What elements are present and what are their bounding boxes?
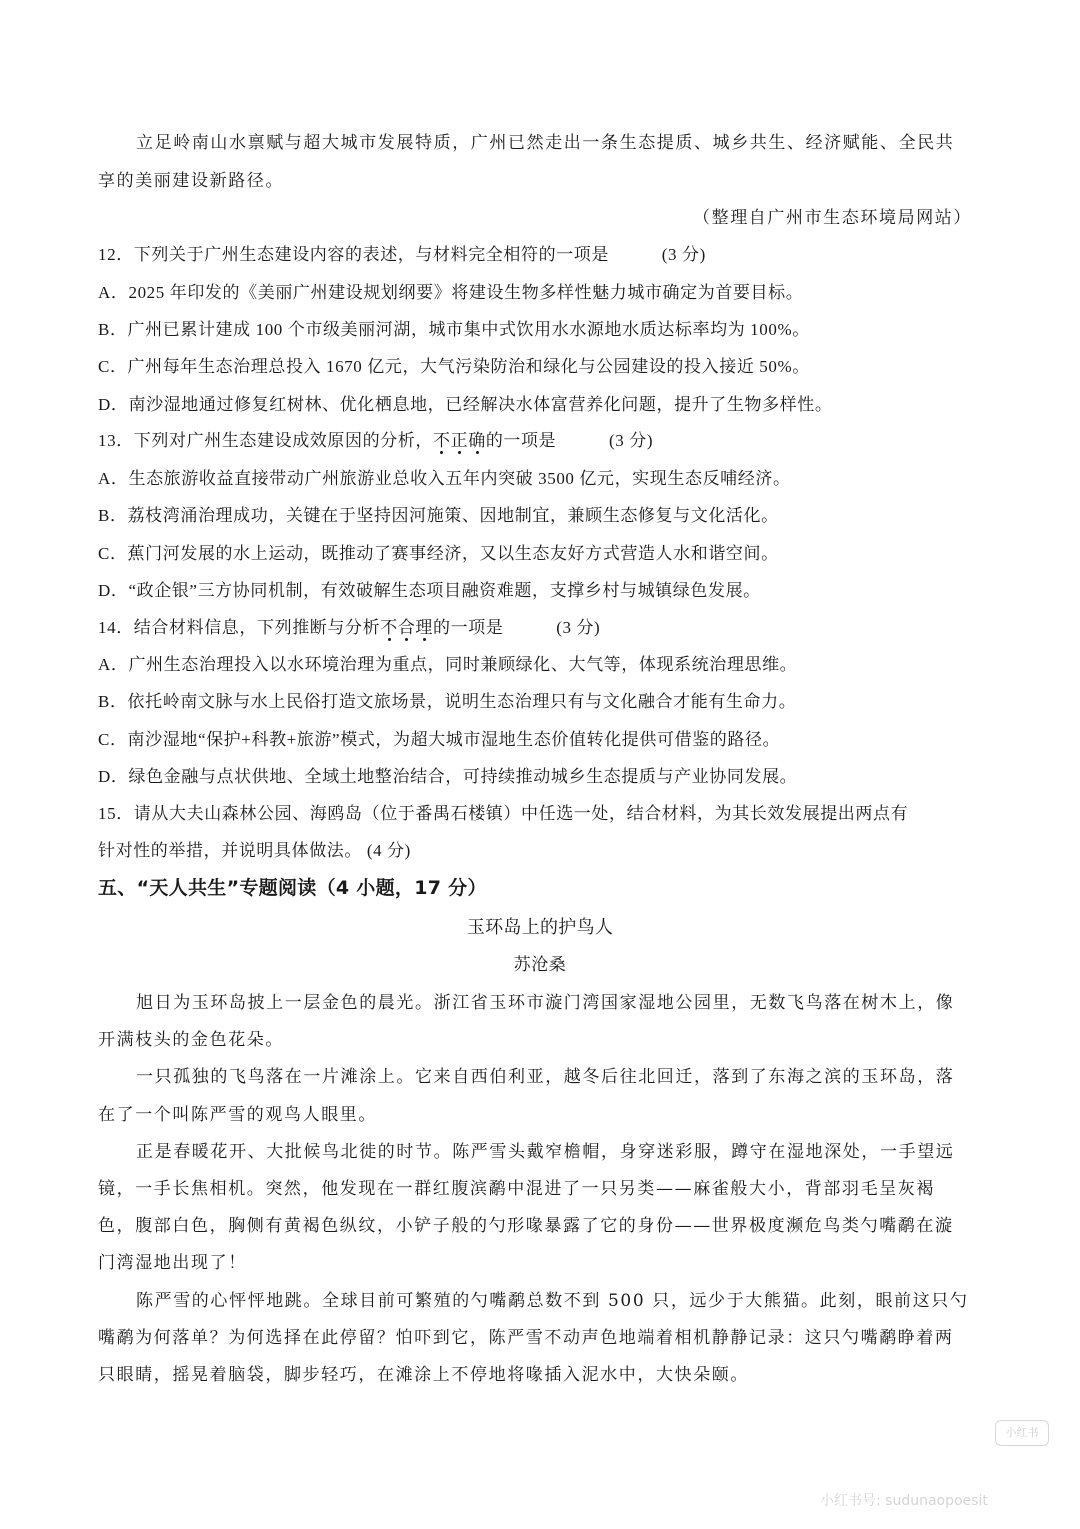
question-14-option-b: B．依托岭南文脉与水上民俗打造文旅场景，说明生态治理只有与文化融合才能有生命力。 [98,692,797,711]
question-13-emphasis-char: 不 [433,431,451,450]
question-14-emphasis-char: 合 [397,618,416,637]
section-5-heading: 五、“天人共生”专题阅读（4 小题，17 分） [98,877,487,899]
question-14-option-d: D．绿色金融与点状供地、全域土地整治结合，可持续推动城乡生态提质与产业协同发展。 [98,767,798,786]
question-14-stem [98,616,983,640]
question-13-emphasis-char: 确 [468,431,486,450]
question-13-option-b: B．荔枝湾涌治理成功，关键在于坚持因河施策、因地制宜，兼顾生态修复与文化活化。 [98,506,779,525]
question-13-option-a: A．生态旅游收益直接带动广州旅游业总收入五年内突破 3500 亿元，实现生态反哺经济。 [98,469,791,488]
question-13-emphasis-char: 正 [450,431,469,450]
article-line-3: 一只孤独的飞鸟落在一片滩涂上。它来自西伯利亚，越冬后往北回迁，落到了东海之滨的玉环岛，落 [136,1067,955,1087]
question-14-emphasis [380,618,433,637]
article-line-10: 嘴鹬为何落单？为何选择在此停留？怕吓到它，陈严雪不动声色地端着相机静静记录：这只勺嘴鹬睁着两 [98,1328,954,1348]
question-14-option-a: A．广州生态治理投入以水环境治理为重点，同时兼顾绿化、大气等，体现系统治理思维。 [98,655,798,674]
question-14-emphasis-char: 不 [380,618,398,637]
question-13-option-c: C．蕉门河发展的水上运动，既推动了赛事经济，又以生态友好方式营造人水和谐空间。 [98,544,779,563]
article-author: 苏沧桑 [513,955,567,974]
source-citation: （整理自广州市生态环境局网站） [693,208,972,228]
question-13-stem [98,429,983,453]
article-line-7: 色，腹部白色，胸侧有黄褐色纵纹，小铲子般的勺形喙暴露了它的身份——世界极度濒危鸟类勺嘴鹬在漩 [98,1216,954,1236]
question-13-stem-prefix: 13．下列对广州生态建设成效原因的分析， [98,431,433,450]
article-line-6: 镜，一手长焦相机。突然，他发现在一群红腹滨鹬中混进了一只另类——麻雀般大小，背部羽毛呈灰褐 [98,1179,935,1199]
watermark-text: 小红书号: sudunaopoesit [820,1493,988,1509]
question-13-option-d: D．“政企银”三方协同机制，有效破解生态项目融资难题，支撑乡村与城镇绿色发展。 [98,581,761,600]
article-line-9: 陈严雪的心怦怦地跳。全球目前可繁殖的勺嘴鹬总数不到 500 只，远少于大熊猫。此刻，眼前这只勺 [136,1291,969,1311]
article-title: 玉环岛上的护鸟人 [466,917,614,938]
question-12-option-c: C．广州每年生态治理总投入 1670 亿元，大气污染防治和绿化与公园建设的投入接近 50%。 [98,357,810,376]
article-line-4: 在了一个叫陈严雪的观鸟人眼里。 [98,1105,377,1125]
article-line-5: 正是春暖花开、大批候鸟北徙的时节。陈严雪头戴窄檐帽，身穿迷彩服，蹲守在湿地深处，一手望远 [136,1142,955,1162]
article-line-2: 开满枝头的金色花朵。 [98,1030,284,1050]
question-14-option-c: C．南沙湿地“保护+科教+旅游”模式，为超大城市湿地生态价值转化提供可借鉴的路径。 [98,730,781,749]
question-15-line-2: 针对性的举措，并说明具体做法。 (4 分) [98,841,411,860]
question-14-stem-suffix: 的一项是 (3 分) [433,618,601,637]
intro-paragraph-line-1: 立足岭南山水禀赋与超大城市发展特质，广州已然走出一条生态提质、城乡共生、经济赋能、全民共 [136,133,955,153]
question-12-option-a: A．2025 年印发的《美丽广州建设规划纲要》将建设生物多样性魅力城市确定为首要目标。 [98,283,804,302]
question-14-emphasis-char: 理 [415,618,434,637]
question-13-emphasis [433,431,486,450]
article-line-8: 门湾湿地出现了！ [98,1253,247,1273]
article-line-11: 只眼睛，摇晃着脑袋，脚步轻巧，在滩涂上不停地将喙插入泥水中，大快朵颐。 [98,1365,749,1385]
question-15-line-1: 15．请从大夫山森林公园、海鸥岛（位于番禺石楼镇）中任选一处，结合材料，为其长效发展提出两点有 [98,804,909,823]
article-line-1: 旭日为玉环岛披上一层金色的晨光。浙江省玉环市漩门湾国家湿地公园里，无数飞鸟落在树木上，像 [136,993,955,1013]
intro-paragraph-line-2: 享的美丽建设新路径。 [98,171,284,191]
question-12-stem: 12．下列关于广州生态建设内容的表述，与材料完全相符的一项是 (3 分) [98,245,706,264]
question-13-stem-suffix: 的一项是 (3 分) [485,431,654,450]
question-12-option-d: D．南沙湿地通过修复红树林、优化栖息地，已经解决水体富营养化问题，提升了生物多样性。 [98,395,833,414]
question-12-option-b: B．广州已累计建成 100 个市级美丽河湖，城市集中式饮用水水源地水质达标率均为 100%。 [98,320,810,339]
watermark-logo: 小红书 [995,1420,1049,1446]
question-14-stem-prefix: 14．结合材料信息，下列推断与分析 [98,618,381,637]
